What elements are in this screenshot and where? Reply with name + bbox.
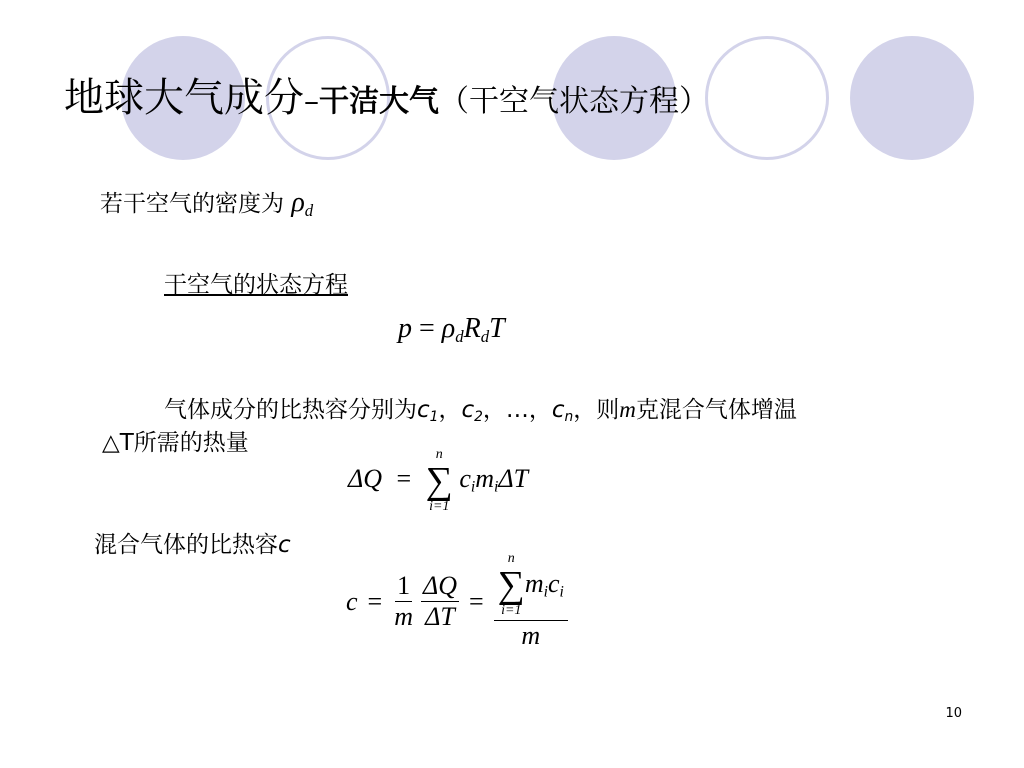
fraction-1-over-m: $\frac{1}{m}$ — [394, 571, 413, 631]
decor-circle-4 — [705, 36, 829, 160]
equation-heat: ΔQ = n ∑ i=1 $c_im_i\Delta T$ — [348, 447, 529, 514]
density-text: 若干空气的密度为 — [100, 191, 284, 217]
decor-circle-5 — [850, 36, 974, 160]
fraction-dq-dt: $\frac{\Delta Q}{\Delta T}$ — [423, 571, 458, 631]
mix-line: 混合气体的比热容c — [94, 532, 291, 558]
heat-line-1: 气体成分的比热容分别为$c_1$，$c_2$，…，$c_n$，则m克混合气体增温 — [164, 397, 797, 426]
density-line — [100, 188, 313, 226]
state-eq-heading: 干空气的状态方程 — [164, 272, 348, 298]
title-paren: （干空气状态方程） — [439, 84, 709, 119]
fraction-sum-over-m: n ∑ i=1 $m_ic_i$ m — [494, 552, 568, 651]
equation-mix: c = $\frac{1}{m}$ $\frac{\Delta Q}{\Delta T}$ = n ∑ i=1 $m_ic_i$ m — [346, 552, 568, 651]
slide-title — [64, 72, 709, 128]
title-dash: – — [304, 84, 319, 119]
title-main: 地球大气成分 — [64, 75, 304, 121]
sum-symbol: n ∑ i=1 — [425, 447, 453, 514]
equation-state: $p = \rho_dR_dT$ — [398, 313, 505, 347]
page-number: 10 — [945, 706, 962, 721]
density-symbol: $\rho_d$ — [291, 187, 314, 221]
title-sub: 干洁大气 — [319, 84, 439, 119]
heat-line-2: △T所需的热量 — [102, 430, 249, 456]
